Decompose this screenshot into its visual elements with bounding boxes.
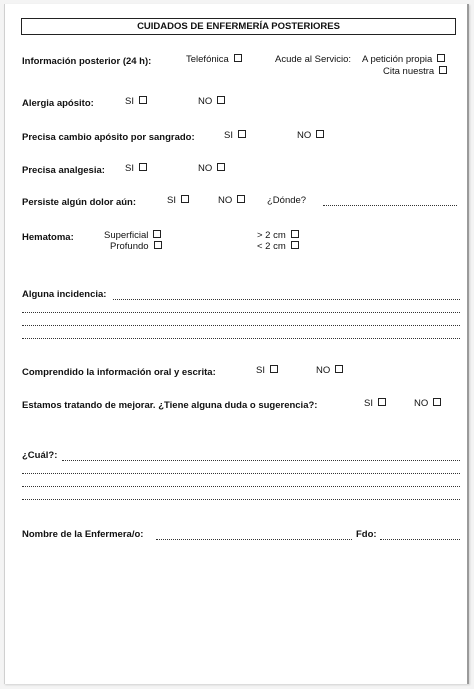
cambio-no-label: NO	[297, 130, 312, 141]
option-telefonica-label: Telefónica	[186, 54, 229, 65]
enfermera-name-field[interactable]	[156, 539, 352, 540]
mejorar-si-label: SI	[364, 398, 373, 409]
dolor-label: Persiste algún dolor aún:	[22, 197, 137, 208]
alergia-no-checkbox[interactable]	[217, 96, 225, 104]
cual-line-2[interactable]	[22, 473, 460, 474]
incidencia-line-1[interactable]	[113, 299, 460, 300]
mejorar-si-checkbox[interactable]	[378, 398, 386, 406]
incidencia-line-3[interactable]	[22, 325, 460, 326]
mayor-2cm-label: > 2 cm	[257, 230, 286, 241]
analgesia-si-checkbox[interactable]	[139, 163, 147, 171]
cambio-si-checkbox[interactable]	[238, 130, 246, 138]
mejorar-no-option[interactable]	[414, 398, 441, 410]
enfermera-name-label: Nombre de la Enfermera/o:	[22, 529, 144, 540]
analgesia-no-label: NO	[198, 163, 213, 174]
dolor-no-label: NO	[218, 195, 233, 206]
cual-line-3[interactable]	[22, 486, 460, 487]
cual-line-4[interactable]	[22, 499, 460, 500]
fdo-signature-field[interactable]	[380, 539, 460, 540]
cambio-si-option[interactable]	[224, 130, 246, 142]
mejorar-no-label: NO	[414, 398, 429, 409]
alergia-si-checkbox[interactable]	[139, 96, 147, 104]
dolor-no-checkbox[interactable]	[237, 195, 245, 203]
profundo-checkbox[interactable]	[154, 241, 162, 249]
superficial-checkbox[interactable]	[153, 230, 161, 238]
dolor-si-option[interactable]	[167, 195, 189, 207]
dolor-no-option[interactable]	[218, 195, 245, 207]
mejorar-label: Estamos tratando de mejorar. ¿Tiene alguna duda o sugerencia?:	[22, 400, 318, 411]
hematoma-menor-option[interactable]	[257, 241, 299, 253]
dolor-si-checkbox[interactable]	[181, 195, 189, 203]
cambio-no-checkbox[interactable]	[316, 130, 324, 138]
alergia-label: Alergia apósito:	[22, 98, 94, 109]
analgesia-si-label: SI	[125, 163, 134, 174]
cita-checkbox[interactable]	[439, 66, 447, 74]
analgesia-no-checkbox[interactable]	[217, 163, 225, 171]
cual-line-1[interactable]	[62, 460, 460, 461]
profundo-label: Profundo	[110, 241, 149, 252]
donde-field[interactable]	[323, 205, 457, 206]
option-cita-nuestra[interactable]	[383, 66, 447, 78]
dolor-si-label: SI	[167, 195, 176, 206]
comprendido-si-checkbox[interactable]	[270, 365, 278, 373]
superficial-label: Superficial	[104, 230, 149, 241]
incidencia-label: Alguna incidencia:	[22, 289, 107, 300]
menor-2cm-label: < 2 cm	[257, 241, 286, 252]
analgesia-si-option[interactable]	[125, 163, 147, 175]
fdo-label: Fdo:	[356, 529, 377, 540]
hematoma-profundo-option[interactable]	[110, 241, 162, 253]
option-peticion-label: A petición propia	[362, 54, 433, 65]
acude-label: Acude al Servicio:	[275, 54, 352, 65]
option-telefonica[interactable]	[186, 54, 242, 66]
comprendido-no-label: NO	[316, 365, 331, 376]
donde-label: ¿Dónde?	[267, 195, 307, 206]
menor-2cm-checkbox[interactable]	[291, 241, 299, 249]
comprendido-no-checkbox[interactable]	[335, 365, 343, 373]
alergia-si-option[interactable]	[125, 96, 147, 108]
comprendido-label: Comprendido la información oral y escrita:	[22, 367, 216, 378]
cambio-no-option[interactable]	[297, 130, 324, 142]
cambio-si-label: SI	[224, 130, 233, 141]
alergia-si-label: SI	[125, 96, 134, 107]
telefonica-checkbox[interactable]	[234, 54, 242, 62]
mejorar-si-option[interactable]	[364, 398, 386, 410]
cual-label: ¿Cuál?:	[22, 450, 58, 461]
cambio-label: Precisa cambio apósito por sangrado:	[22, 132, 195, 143]
comprendido-si-label: SI	[256, 365, 265, 376]
alergia-no-label: NO	[198, 96, 213, 107]
form-title: CUIDADOS DE ENFERMERÍA POSTERIORES	[21, 18, 456, 35]
comprendido-si-option[interactable]	[256, 365, 278, 377]
alergia-no-option[interactable]	[198, 96, 225, 108]
analgesia-label: Precisa analgesia:	[22, 165, 105, 176]
incidencia-line-4[interactable]	[22, 338, 460, 339]
mayor-2cm-checkbox[interactable]	[291, 230, 299, 238]
analgesia-no-option[interactable]	[198, 163, 225, 175]
comprendido-no-option[interactable]	[316, 365, 343, 377]
mejorar-no-checkbox[interactable]	[433, 398, 441, 406]
option-cita-label: Cita nuestra	[383, 66, 435, 77]
peticion-checkbox[interactable]	[437, 54, 445, 62]
info-label: Información posterior (24 h):	[22, 56, 152, 67]
incidencia-line-2[interactable]	[22, 312, 460, 313]
hematoma-label: Hematoma:	[22, 232, 74, 243]
option-peticion-propia[interactable]	[362, 54, 445, 66]
